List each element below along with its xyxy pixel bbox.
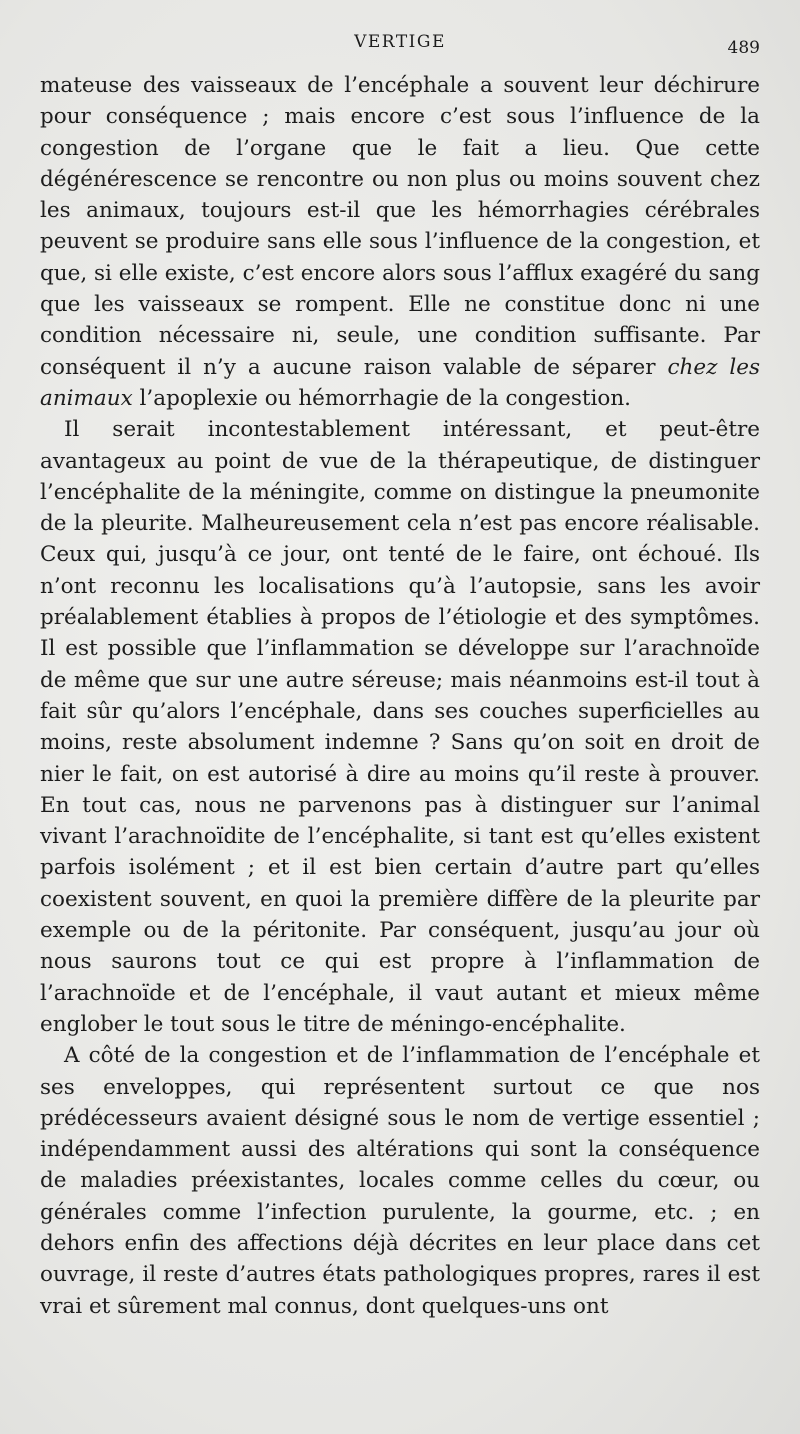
paragraph-text: l’apoplexie ou hémorrhagie de la congestion. <box>132 385 631 411</box>
body-text <box>40 70 760 1322</box>
italic-phrase: chez les animaux <box>40 354 760 411</box>
paragraph-encephalite: Il serait incontestablement intéressant, et peut-être avantageux au point de vue de la thérapeutique, de distinguer l’encéphalite de la méningite, comme on distingue la pneumonite de la pleurite. Malheureusement cela n’est pas encore réalisable. Ceux qui, jusqu’à ce jour, ont tenté de le faire, ont échoué. Ils n’ont reconnu les localisations qu’à l’autopsie, sans les avoir préalablement établies à propos de l’étiologie et des symptômes. Il est possible que l’inflammation se développe sur l’arachnoïde de même que sur une autre séreuse; mais néanmoins est-il tout à fait sûr qu’alors l’encéphale, dans ses couches superficielles au moins, reste absolument indemne ? Sans qu’on soit en droit de nier le fait, on est autorisé à dire au moins qu’il reste à prouver. En tout cas, nous ne parvenons pas à distinguer sur l’animal vivant l’arachnoïdite de l’encéphalite, si tant est qu’elles existent parfois isolément ; et il est bien certain d’autre part qu’elles coexistent souvent, en quoi la première diffère de la pleurite par exemple ou de la péritonite. Par conséquent, jusqu’au jour où nous saurons tout ce qui est propre à l’inflammation de l’arachnoïde et de l’encéphale, il vaut autant et mieux même englober le tout sous le titre de méningo-encéphalite. <box>40 417 760 1037</box>
running-title: VERTIGE <box>354 32 446 52</box>
page-number: 489 <box>727 38 760 58</box>
paragraph-text: mateuse des vaisseaux de l’encéphale a souvent leur déchirure pour conséquence ; mais encore c’est sous l’influence de la congestion de l’organe que le fait a lieu. Que cette dégénérescence se rencontre ou non plus ou moins souvent chez les animaux, toujours est-il que les hémorrhagies cérébrales peuvent se produire sans elle sous l’influence de la congestion, et que, si elle existe, c’est encore alors sous l’afflux exagéré du sang que les vaisseaux se rompent. Elle ne constitue donc ni une condition nécessaire ni, seule, une condition suffisante. Par conséquent il n’y a aucune raison valable de séparer <box>40 73 760 380</box>
paragraph-continuation <box>40 70 760 414</box>
paragraph-congestion: A côté de la congestion et de l’inflammation de l’encéphale et ses enveloppes, qui représentent surtout ce que nos prédécesseurs avaient désigné sous le nom de vertige essentiel ; indépendamment aussi des altérations qui sont la conséquence de maladies préexistantes, locales comme celles du cœur, ou générales comme l’infection purulente, la gourme, etc. ; en dehors enfin des affections déjà décrites en leur place dans cet ouvrage, il reste d’autres états pathologiques propres, rares il est vrai et sûrement mal connus, dont quelques-uns ont <box>40 1043 760 1319</box>
